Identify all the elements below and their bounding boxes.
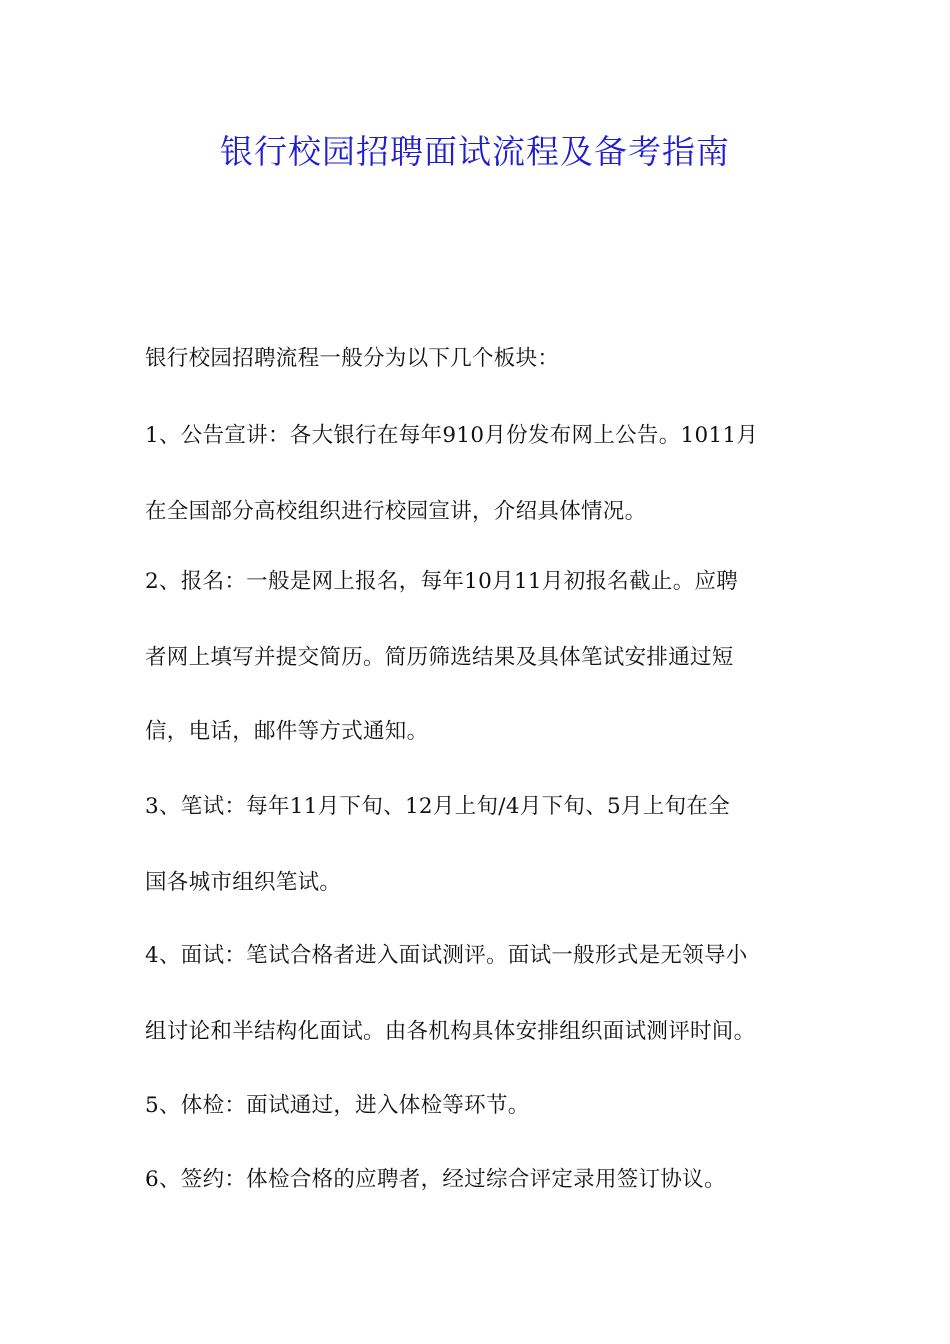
text-line-intro: 银行校园招聘流程一般分为以下几个板块： — [145, 346, 560, 371]
text-line-step1-b: 在全国部分高校组织进行校园宣讲，介绍具体情况。 — [145, 499, 647, 524]
text-line-step3-b: 国各城市组织笔试。 — [145, 870, 342, 895]
text-line-step3-a: 3、笔试：每年11月下旬、12月上旬/4月下旬、5月上旬在全 — [145, 794, 730, 819]
text-line-step2-c: 信，电话，邮件等方式通知。 — [145, 719, 429, 744]
text-line-step2-a: 2、报名：一般是网上报名，每年10月11月初报名截止。应聘 — [145, 569, 739, 594]
text-line-step2-b: 者网上填写并提交简历。简历筛选结果及具体笔试安排通过短 — [145, 645, 734, 670]
text-line-step4-b: 组讨论和半结构化面试。由各机构具体安排组织面试测评时间。 — [145, 1019, 756, 1044]
text-line-step1-a: 1、公告宣讲：各大银行在每年910月份发布网上公告。1011月 — [145, 423, 759, 448]
text-line-step6: 6、签约：体检合格的应聘者，经过综合评定录用签订协议。 — [145, 1167, 726, 1192]
document-title: 银行校园招聘面试流程及备考指南 — [220, 132, 730, 171]
text-line-step5: 5、体检：面试通过，进入体检等环节。 — [145, 1093, 530, 1118]
text-line-step4-a: 4、面试：笔试合格者进入面试测评。面试一般形式是无领导小 — [145, 943, 748, 968]
